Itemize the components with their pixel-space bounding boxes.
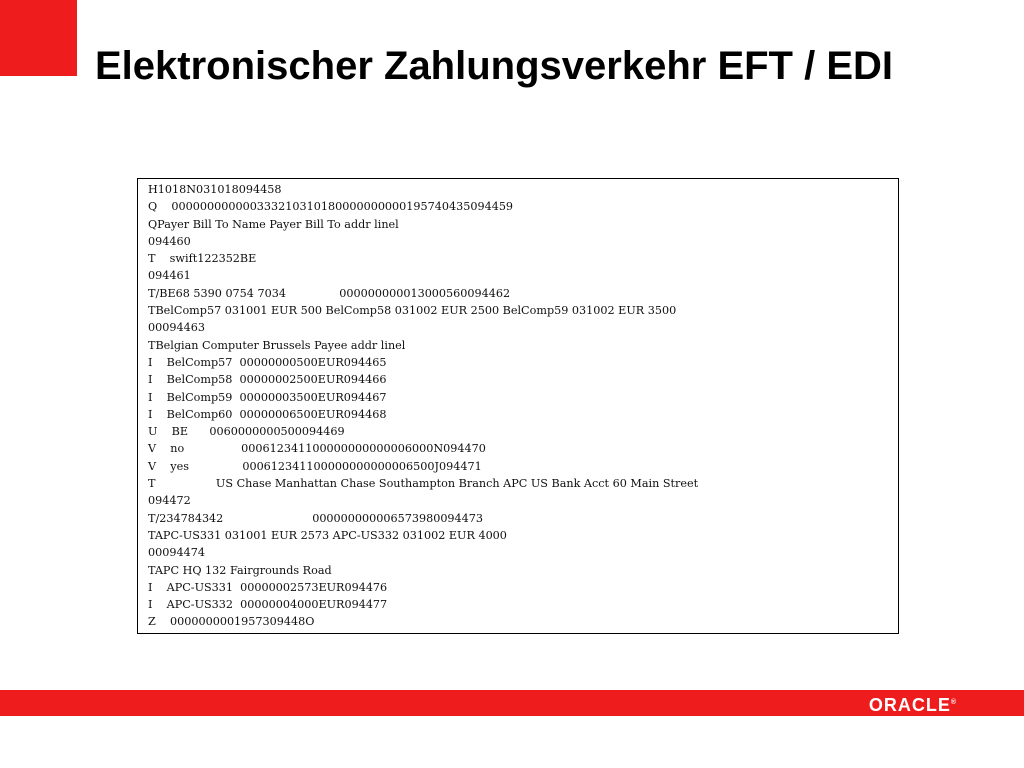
edi-line: I BelComp59 00000003500EUR094467 (148, 390, 387, 404)
footer-bar (0, 690, 1024, 716)
edi-line: 094460 (148, 234, 191, 248)
edi-line: I BelComp60 00000006500EUR094468 (148, 407, 387, 421)
edi-file-screenshot (137, 178, 899, 634)
registered-mark: ® (950, 699, 956, 706)
edi-line: U BE 0060000000500094469 (148, 425, 345, 439)
edi-line: TBelComp57 031001 EUR 500 BelComp58 031002 EUR 2500 BelComp59 031002 EUR 3500 (148, 304, 677, 318)
edi-line: TAPC HQ 132 Fairgrounds Road (148, 563, 332, 577)
edi-line: QPayer Bill To Name Payer Bill To addr linel (148, 217, 399, 231)
edi-line: I BelComp57 00000000500EUR094465 (148, 355, 387, 369)
oracle-logo-text: ORACLE (868, 695, 951, 715)
edi-line: T US Chase Manhattan Chase Southampton Branch APC US Bank Acct 60 Main Street (148, 477, 699, 491)
edi-line: T/BE68 5390 0754 7034 000000000013000560094462 (148, 286, 511, 300)
edi-line: I APC-US332 00000004000EUR094477 (148, 598, 388, 612)
edi-line: 094472 (148, 494, 191, 508)
oracle-logo (869, 692, 956, 716)
edi-line: 094461 (148, 269, 191, 283)
slide-title: Elektronischer Zahlungsverkehr EFT / EDI (95, 44, 894, 88)
edi-line: Z 0000000001957309448O (148, 615, 315, 629)
edi-line: TBelgian Computer Brussels Payee addr linel (148, 338, 406, 352)
edi-line: H1018N031018094458 (148, 183, 282, 196)
edi-line: TAPC-US331 031001 EUR 2573 APC-US332 031002 EUR 4000 (148, 528, 507, 542)
edi-line: Q 000000000000333210310180000000000195740435094459 (148, 200, 514, 214)
edi-line: I APC-US331 00000002573EUR094476 (148, 580, 388, 594)
edi-line: V no 000612341100000000000006000N094470 (148, 442, 486, 456)
edi-line: I BelComp58 00000002500EUR094466 (148, 373, 387, 387)
edi-line: V yes 000612341100000000000006500J094471 (148, 459, 482, 473)
corner-accent-square (0, 0, 77, 76)
edi-line: T swift122352BE (148, 252, 257, 266)
edi-line: T/234784342 000000000006573980094473 (148, 511, 484, 525)
edi-line: 00094474 (148, 546, 205, 560)
edi-line: 00094463 (148, 321, 205, 335)
edi-file-content (148, 181, 698, 631)
